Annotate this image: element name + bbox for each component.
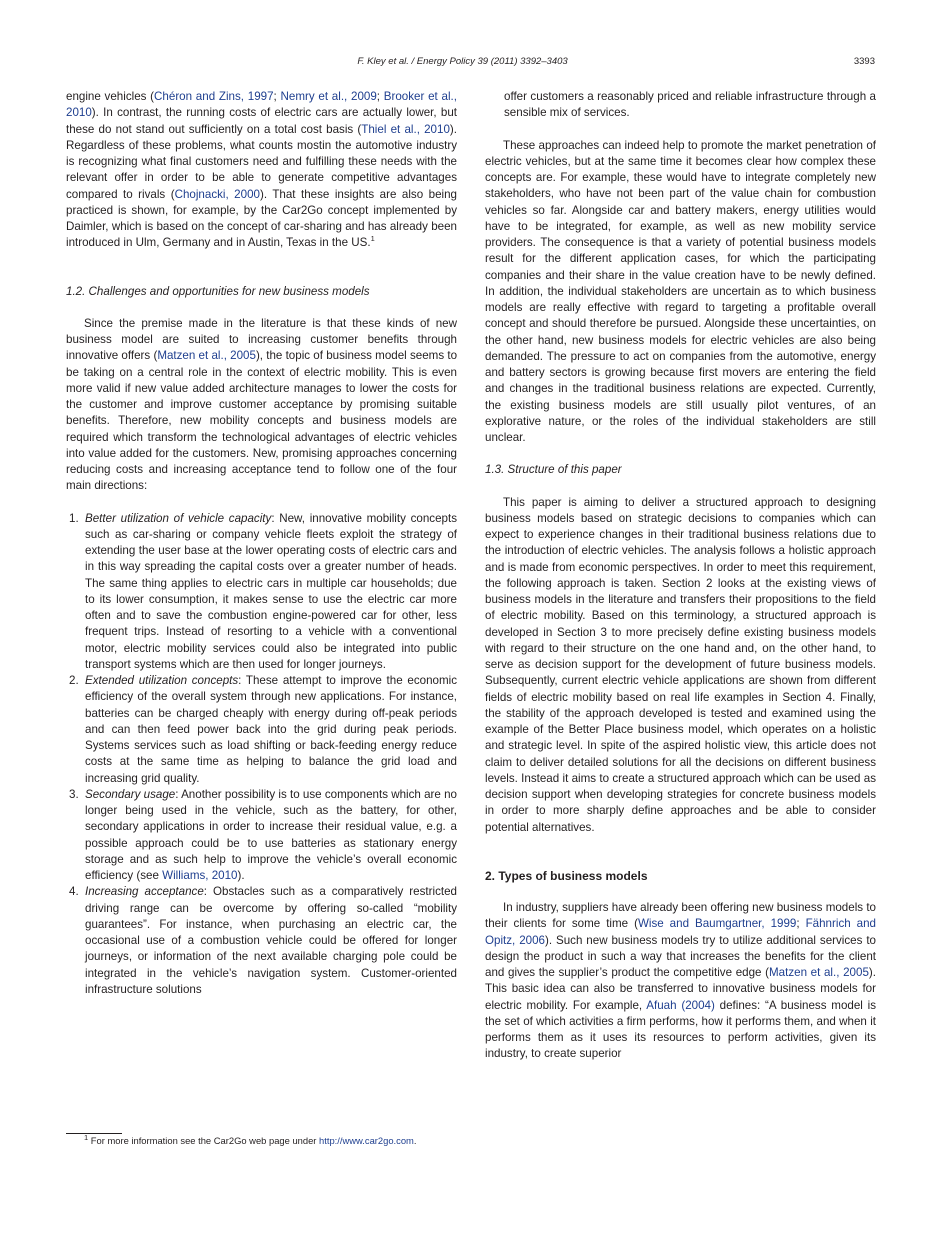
paragraph-structure: This paper is aiming to deliver a structured approach to designing business models based on strategic decisions to companies which can expect to experience changes in their traditional business relations due to the introduction of electric vehicles. The analysis follows a holistic approach and is made from economic perspectives. In order to meet this requirement, the following approach is taken. Section 2 looks at the existing views of business models in the literature and transfers their propositions to the field of electric mobility. Based on this terminology, a structured approach is developed in Section 3 to more precisely define existing business models with regard to their structure on the one hand and, on the other hand, to serve as decision support for the development of future business models. Subsequently, current electric vehicle applications are shown from different fields of electric mobility based on real life examples in Section 4. Finally, the stability of the approach developed is tested and examined using the example of the Better Place business model, which operates on a holistic and strategic level. In spite of the aspired holistic view, this article does not claim to deliver detailed solutions for all the decisions on different business levels. Instead it aims to create a structured approach which can be used as decision support when developing strategies for concrete business models in order to more sharply define approaches and be able to consider potential alternatives. <box>485 495 876 834</box>
citation-link[interactable]: Wise and Baumgartner, 1999 <box>637 917 797 931</box>
footnote-ref-link[interactable]: 1 <box>370 234 375 244</box>
list-item: 1. Better utilization of vehicle capacity: New, innovative mobility concepts such as car-sharing or company vehicle fleets exploit the strategy of extending the user base at the lower operating costs of electric cars and in this way spreading the capital costs over a greater number of heads. The same thing applies to electric cars in multiple car households; due to its lower consumption, it makes sense to use the electric car more often and to save the combustion engine-powered car for other, less frequent trips. Instead of resorting to a vehicle with a conventional motor, electric mobility services could also be integrated into public transport systems which are then used for longer journeys. <box>69 511 457 671</box>
car2go-url-link[interactable]: http://www.car2go.com <box>319 1135 414 1146</box>
spacer <box>485 884 876 900</box>
spacer <box>485 122 876 138</box>
citation-link[interactable]: Nemry et al., 2009 <box>280 90 377 103</box>
list-item: 3. Secondary usage: Another possibility is to use components which are no longer being used in the vehicle, such as the battery, for other, secondary applications in order to increase their residual value, e.g. a possible approach could be to use batteries as stationary energy storage and as such help to improve the vehicle’s overall economic efficiency (see Williams, 2010). <box>69 787 457 882</box>
spacer <box>66 495 457 511</box>
citation-link[interactable]: Matzen et al., 2005 <box>157 349 256 363</box>
citation-link[interactable]: Afuah (2004) <box>646 998 715 1012</box>
citation-link[interactable]: Williams, 2010 <box>162 869 238 882</box>
list-item-term: Secondary usage <box>85 787 176 801</box>
running-title: F. Kley et al. / Energy Policy 39 (2011) 3392–3403 <box>357 56 568 67</box>
paragraph-cost-intro: engine vehicles (Chéron and Zins, 1997; Nemry et al., 2009; Brooker et al., 2010). In contrast, the running costs of electric cars are actually lower, but these do not stand out sufficiently on a total cost basis (Thiel et al., 2010). Regardless of these problems, what counts mostin the automotive industry is recognizing what final customers need and fulfilling these needs with the relevant offer in order to be able to generate competitive advantages compared to rivals (Chojnacki, 2000). That these insights are also being practiced is shown, for example, by the Car2Go concept implemented by Daimler, which is based on the concept of car-sharing and has already been introduced in Ulm, Germany and in Austin, Texas in the US.$^1$ <box>66 90 457 250</box>
page-number: 3393 <box>853 56 875 67</box>
section-heading-2: 2. Types of business models <box>485 868 648 883</box>
right-column <box>485 89 876 1063</box>
citation-link[interactable]: Matzen et al., 2005 <box>769 966 869 979</box>
spacer <box>485 446 876 462</box>
citation-link[interactable]: Chéron and Zins, 1997 <box>154 90 274 103</box>
citation-link[interactable]: Brooker et al., 2010 <box>66 90 457 120</box>
directions-list <box>66 511 457 999</box>
paragraph-challenges: Since the premise made in the literature is that these kinds of new business model are suited to increasing customer benefits through innovative offers (Matzen et al., 2005), the topic of business model seems to be taking on a central role in the context of electric mobility. This is even more valid if new value added architecture manages to lower the costs for the customer and improve customer acceptance by promising suitable benefits. Therefore, new mobility concepts and business models are required which transform the technological advantages of electric vehicles into value added for the customers. New, promising approaches concerning reducing costs and increasing acceptance tend to follow one of the four main directions: <box>66 316 458 493</box>
list-item: 2. Extended utilization concepts: These attempt to improve the economic efficiency of the overall system through new applications. For instance, batteries can be charged cheaply with energy during off-peak periods and can then feed power back into the grid during peak periods. Systems services such as load shifting or back-feeding energy reduce costs at the same time as helping to balance the grid load and increasing grid quality. <box>69 674 458 785</box>
running-header <box>0 56 925 70</box>
list-item-4-continued: offer customers a reasonably priced and reliable infrastructure through a sensible mix of services. <box>504 90 876 120</box>
citation-link[interactable]: Thiel et al., 2010 <box>361 122 450 136</box>
footnote <box>66 1133 457 1148</box>
footnote-text: $^1$ For more information see the Car2Go web page under http://www.car2go.com. <box>84 1132 417 1146</box>
paragraph-approaches: These approaches can indeed help to promote the market penetration of electric vehicles, but at the same time it becomes clear how complex these concepts are. For example, these would have to integrate completely new stakeholders, who have not been part of the value chain for combustion vehicles so far. Alongside car and battery makers, energy utilities would have to be integrated, for example, as well as new mobility service providers. The consequence is that a variety of potential business models result for the different application cases, for which the participating companies and their share in the value creation have to be newly defined. In addition, the individual stakeholders are uncertain as to which business models are really effective with regard to targeting a profitable overall concept and should therefore be pursued. Alongside these uncertainties, on the other hand, new business models for electric vehicles are also being demanded. The pressure to act on companies from the automotive, energy and battery sectors is growing because first movers are entering the field and changes in the traditional business relations are expected. Currently, the existing business models are still usually pilot ventures, of an explorative nature, or the roles of the individual stakeholders are still unclear. <box>485 138 876 444</box>
section-heading-1-2: 1.2. Challenges and opportunities for new business models <box>66 284 370 298</box>
section-heading-1-3: 1.3. Structure of this paper <box>485 463 622 477</box>
spacer <box>485 836 876 868</box>
citation-link[interactable]: Fähnrich and Opitz, 2006 <box>485 917 877 947</box>
spacer <box>66 252 457 284</box>
citation-link[interactable]: Chojnacki, 2000 <box>174 187 260 201</box>
spacer <box>66 300 457 316</box>
list-item: 4. Increasing acceptance: Obstacles such as a comparatively restricted driving range can be overcome by offering so-called “mobility guarantees”. For instance, when purchasing an electric car, the occasional use of a combustion vehicle could be offered for longer journeys, or information of the next available charging pole could be integrated in the vehicle’s navigation system. Customer-oriented infrastructure solutions <box>69 885 457 996</box>
left-column <box>66 89 457 998</box>
paragraph-types: In industry, suppliers have already been offering new business models to their clients for some time (Wise and Baumgartner, 1999; Fähnrich and Opitz, 2006). Such new business models try to utilize additional services to design the product in such a way that increases the benefits for the client and gives the supplier’s product the competitive edge (Matzen et al., 2005). This basic idea can also be transferred to innovative business models for electric mobility. For example, Afuah (2004) defines: “A business model is the set of which activities a firm performs, how it performs them, and when it performs them as it uses its resources to perform activities, given its industry, to create superior <box>485 901 877 1061</box>
list-item-term: Extended utilization concepts <box>85 674 239 687</box>
list-item-term: Better utilization of vehicle capacity <box>85 511 272 525</box>
spacer <box>485 479 876 495</box>
list-item-term: Increasing acceptance <box>85 885 204 899</box>
